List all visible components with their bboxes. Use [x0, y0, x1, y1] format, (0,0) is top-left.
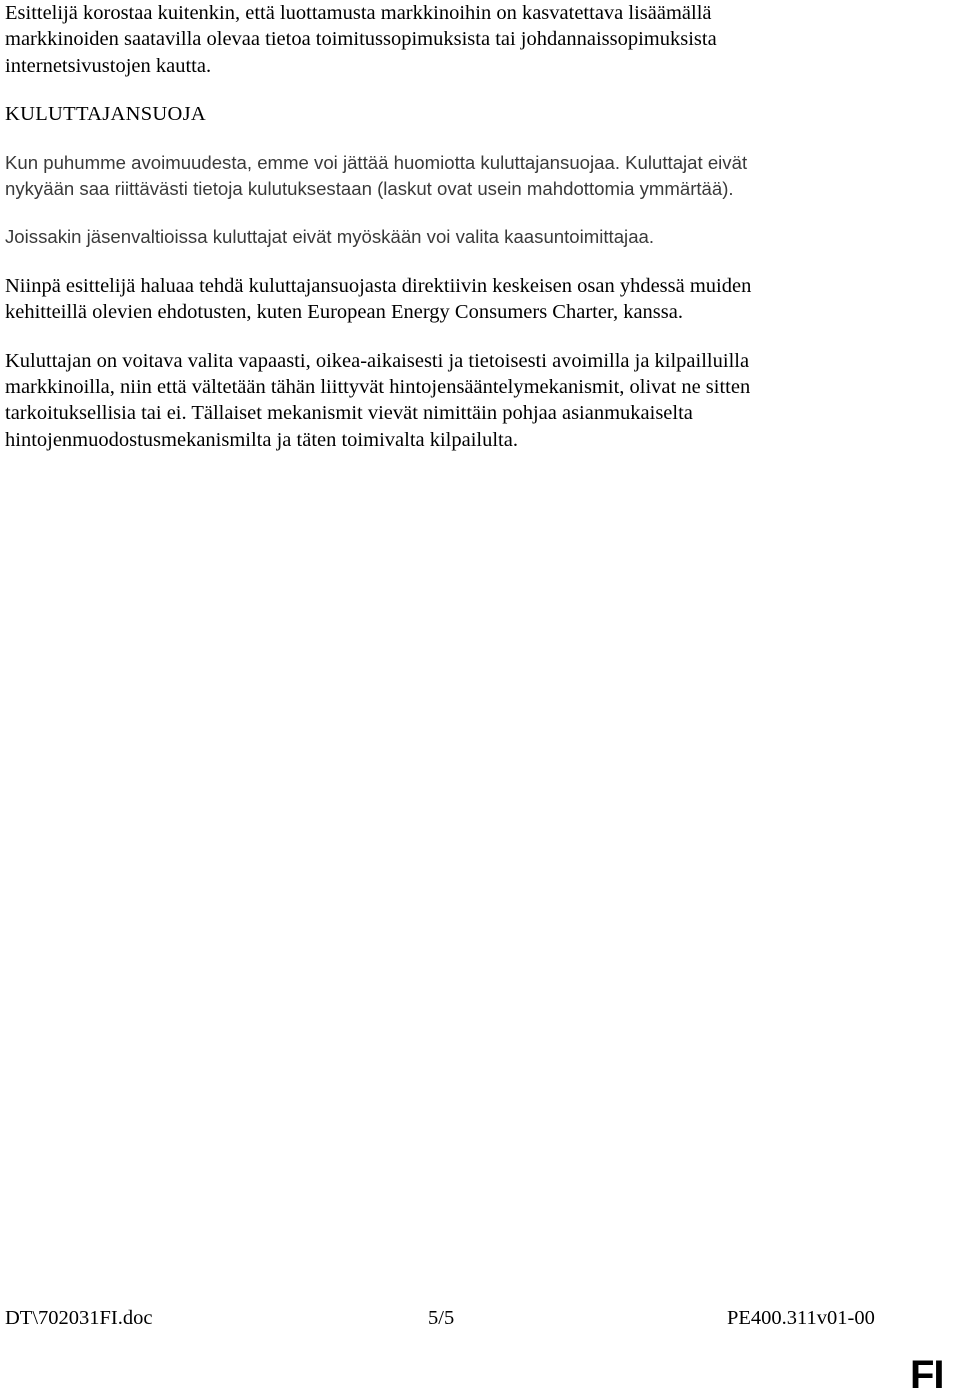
text-line: kehitteillä olevien ehdotusten, kuten European Energy Consumers Charter, kanssa.	[5, 301, 683, 324]
text-line: Joissakin jäsenvaltioissa kuluttajat eivät myöskään voi valita kaasuntoimittajaa.	[5, 226, 655, 248]
text-line: nykyään saa riittävästi tietoja kulutuksestaan (laskut ovat usein mahdottomia ymmärtää).	[5, 178, 734, 200]
footer-pe-number: PE400.311v01-00	[727, 1307, 875, 1329]
text-line: Niinpä esittelijä haluaa tehdä kuluttajansuojasta direktiivin keskeisen osan yhdessä muiden	[5, 274, 752, 297]
paragraph-consumer-choice	[5, 348, 885, 454]
language-mark: FI	[910, 1353, 944, 1397]
text-line: markkinoilla, niin että vältetään tähän liittyvät hintojensääntelymekanismit, olivat ne sitten	[5, 376, 751, 399]
text-line: Kuluttajan on voitava valita vapaasti, oikea-aikaisesti ja tietoisesti avoimilla ja kilpailluilla	[5, 349, 750, 372]
text-line: hintojenmuodostusmekanismilta ja täten toimivalta kilpailulta.	[5, 428, 518, 451]
text-line: tarkoituksellisia tai ei. Tällaiset mekanismit vievät nimittäin pohjaa asianmukaiselta	[5, 402, 693, 425]
paragraph-transparency	[5, 150, 885, 203]
paragraph-rapporteur-proposal	[5, 273, 885, 326]
footer-page-number: 5/5	[428, 1307, 455, 1329]
text-line: Esittelijä korostaa kuitenkin, että luottamusta markkinoihin on kasvatettava lisäämällä	[5, 2, 712, 24]
paragraph-market-trust	[5, 0, 885, 79]
text-line: internetsivustojen kautta.	[5, 54, 212, 77]
section-heading-consumer-protection	[5, 101, 885, 127]
heading-text: KULUTTAJANSUOJA	[5, 103, 207, 126]
text-line: markkinoiden saatavilla olevaa tietoa toimitussopimuksista tai johdannaissopimuksista	[5, 28, 717, 51]
body-text	[5, 0, 885, 453]
paragraph-supplier-choice	[5, 224, 885, 250]
footer-doc-reference: DT\702031FI.doc	[5, 1307, 153, 1329]
text-line: Kun puhumme avoimuudesta, emme voi jättää huomiotta kuluttajansuojaa. Kuluttajat eivät	[5, 151, 748, 173]
page-footer	[0, 1305, 960, 1335]
